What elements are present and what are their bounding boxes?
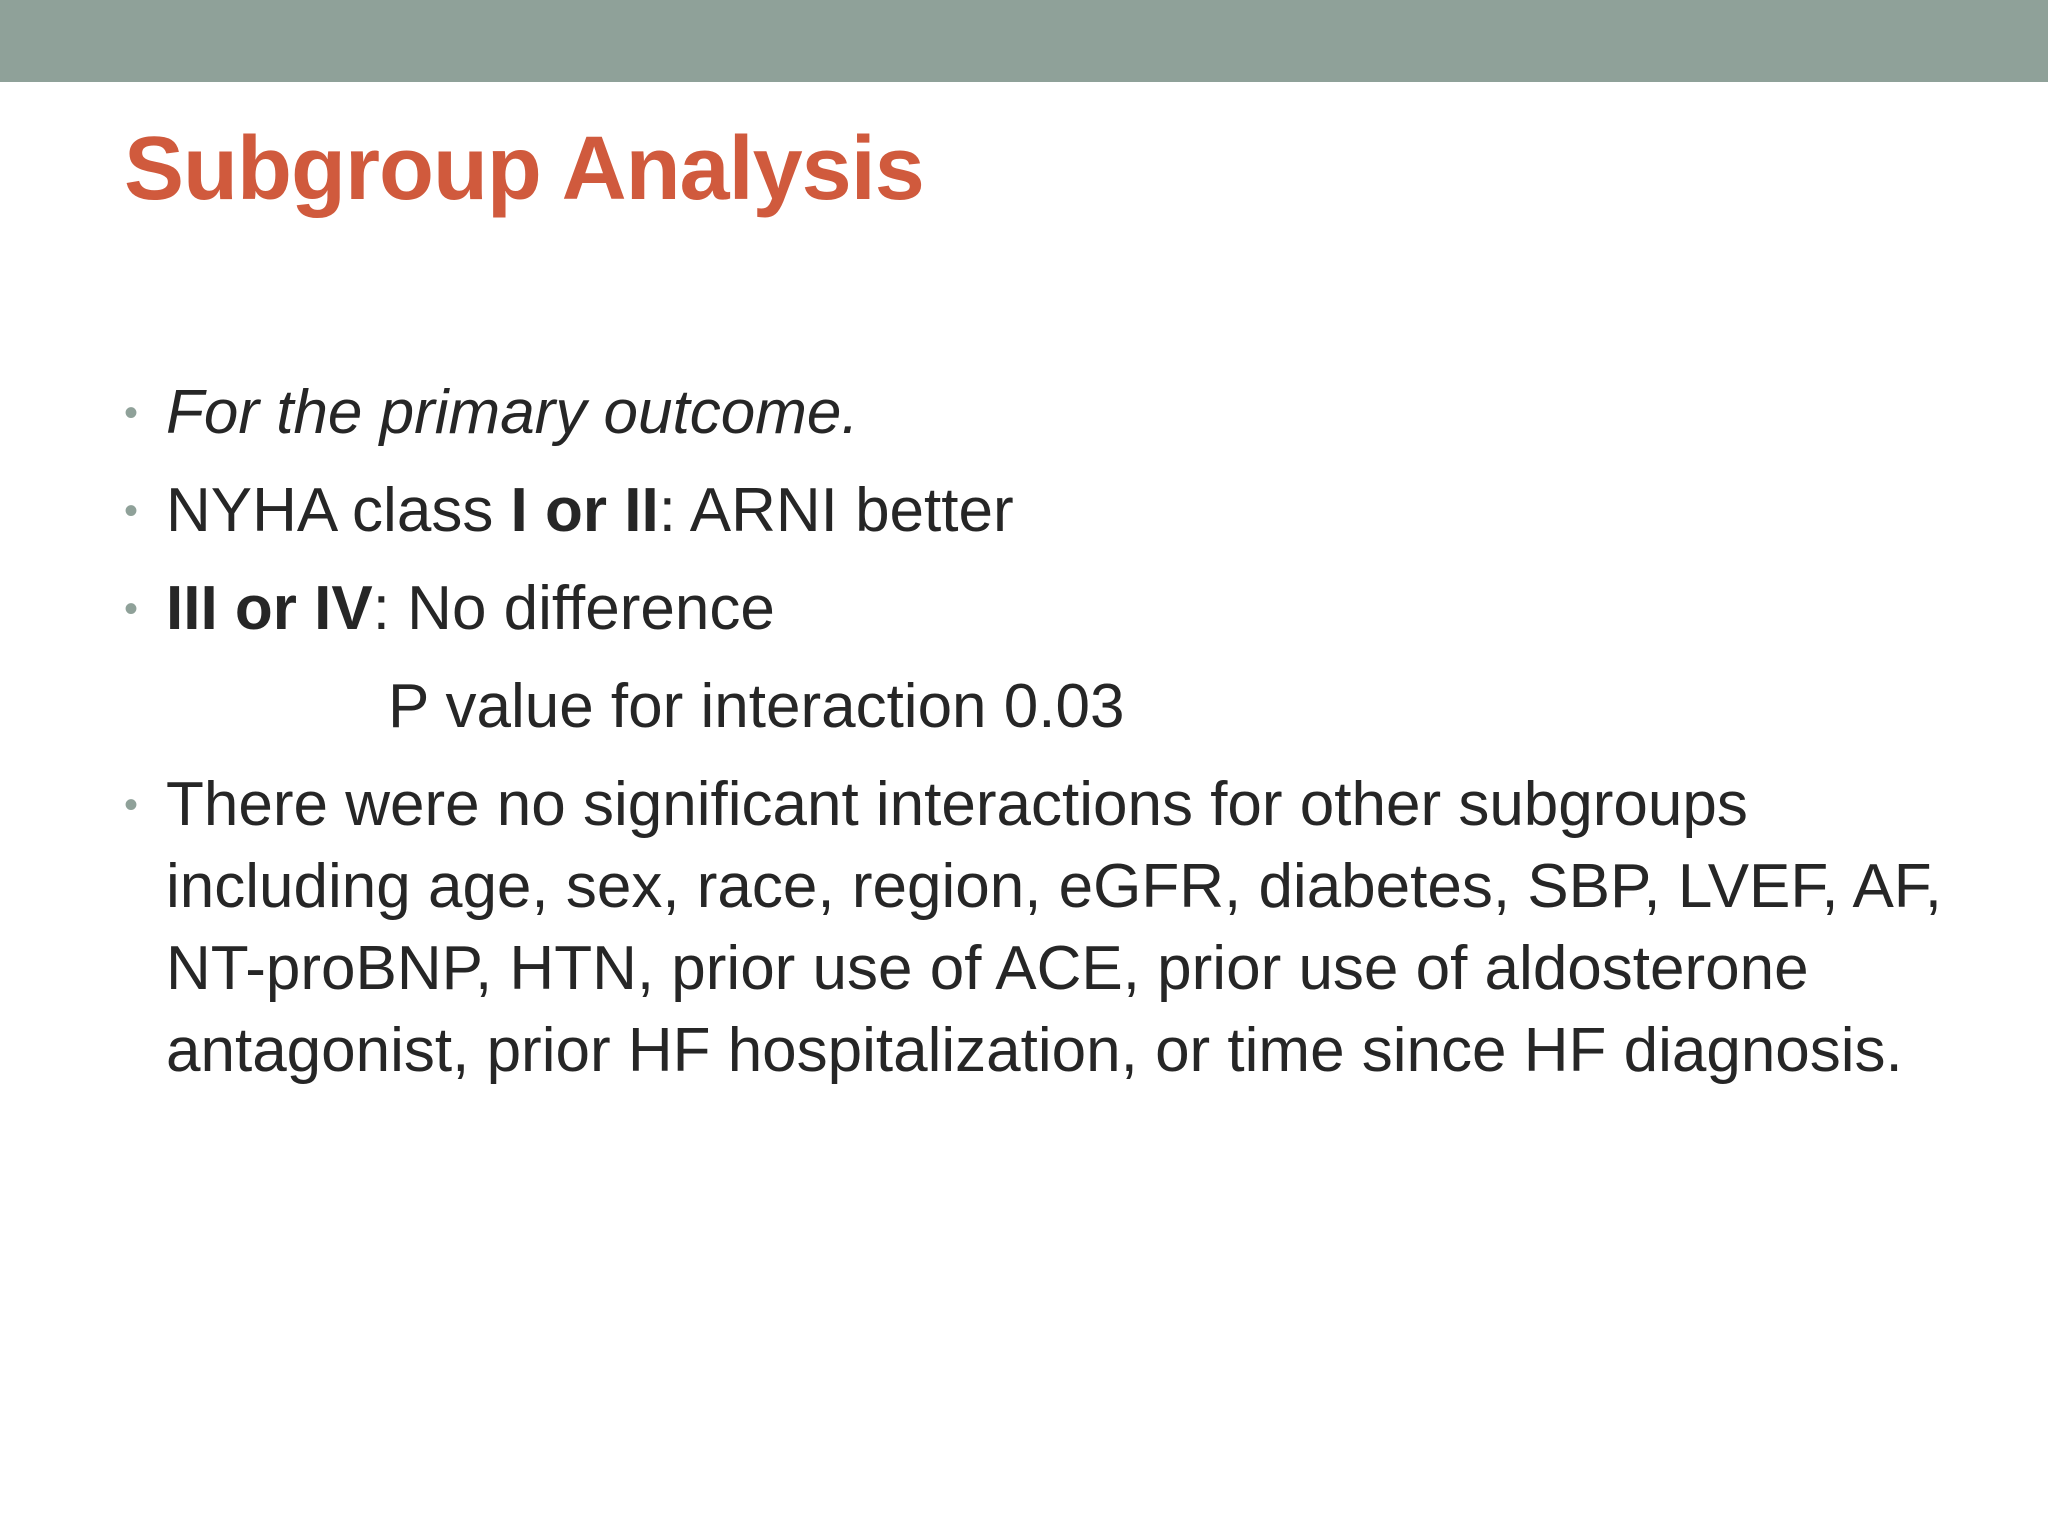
bullet-text-post: : ARNI better <box>658 476 1014 545</box>
top-accent-band <box>0 0 2048 82</box>
bullet-dot-icon: • <box>124 783 139 827</box>
bullet-class-iii-iv <box>124 568 1954 650</box>
bullet-text: There were no significant interactions for other subgroups including age, sex, race, region, eGFR, diabetes, SBP, LVEF, AF, NT-proBNP, HTN, prior use of ACE, prior use of aldosterone antagonist, prior HF hospitalization, or time since HF diagnosis. <box>166 770 1943 1085</box>
bullet-text-pre: NYHA class <box>166 476 511 545</box>
bullet-primary-outcome <box>124 372 1954 454</box>
bullet-text-post: : No difference <box>372 574 775 643</box>
bullet-other-subgroups <box>124 764 1954 1092</box>
bullet-dot-icon: • <box>124 489 139 533</box>
bullet-text-bold: III or IV <box>166 574 373 643</box>
bullet-dot-icon: • <box>124 587 139 631</box>
bullet-nyha-class <box>124 470 1954 552</box>
bullet-text: For the primary outcome. <box>166 378 859 447</box>
p-value-line: P value for interaction 0.03 <box>388 672 1125 741</box>
slide-title: Subgroup Analysis <box>124 119 924 219</box>
bullet-dot-icon: • <box>124 391 139 435</box>
bullet-list <box>124 372 1954 1108</box>
bullet-text-bold: I or II <box>510 476 659 545</box>
